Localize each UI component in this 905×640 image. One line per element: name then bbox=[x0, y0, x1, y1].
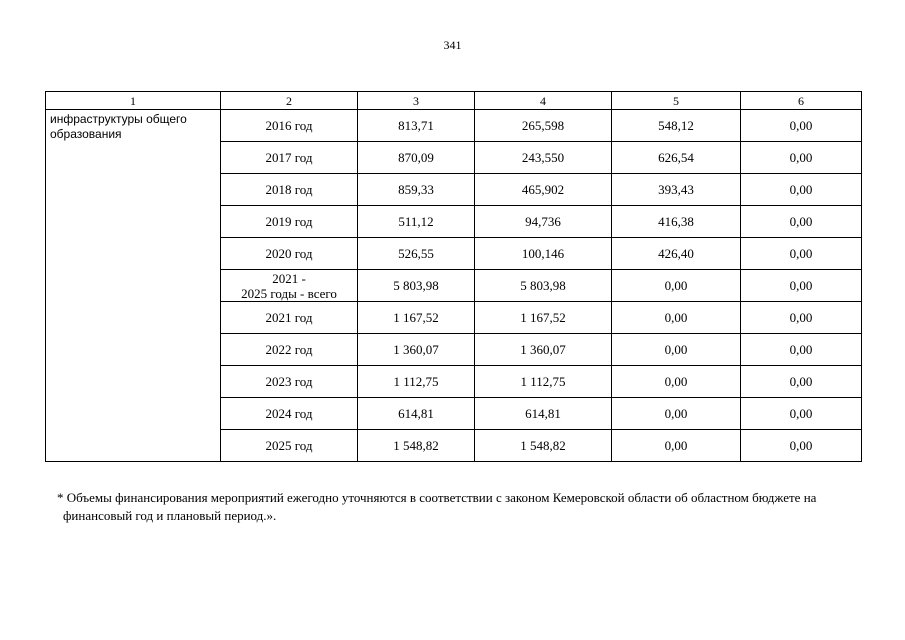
value-cell: 0,00 bbox=[741, 366, 862, 398]
value-cell: 265,598 bbox=[475, 110, 612, 142]
value-cell: 614,81 bbox=[358, 398, 475, 430]
period-cell: 2023 год bbox=[221, 366, 358, 398]
value-cell: 5 803,98 bbox=[475, 270, 612, 302]
value-cell: 243,550 bbox=[475, 142, 612, 174]
value-cell: 5 803,98 bbox=[358, 270, 475, 302]
column-header: 1 bbox=[46, 92, 221, 110]
value-cell: 0,00 bbox=[741, 302, 862, 334]
value-cell: 1 360,07 bbox=[475, 334, 612, 366]
period-cell: 2018 год bbox=[221, 174, 358, 206]
value-cell: 0,00 bbox=[612, 270, 741, 302]
value-cell: 416,38 bbox=[612, 206, 741, 238]
column-header: 4 bbox=[475, 92, 612, 110]
page-number: 341 bbox=[443, 38, 462, 52]
value-cell: 465,902 bbox=[475, 174, 612, 206]
table-row bbox=[46, 110, 862, 142]
column-header: 5 bbox=[612, 92, 741, 110]
value-cell: 526,55 bbox=[358, 238, 475, 270]
column-header: 3 bbox=[358, 92, 475, 110]
value-cell: 0,00 bbox=[741, 142, 862, 174]
value-cell: 614,81 bbox=[475, 398, 612, 430]
column-header: 2 bbox=[221, 92, 358, 110]
period-cell: 2025 год bbox=[221, 430, 358, 462]
column-header: 6 bbox=[741, 92, 862, 110]
period-cell: 2021 год bbox=[221, 302, 358, 334]
period-cell: 2022 год bbox=[221, 334, 358, 366]
value-cell: 0,00 bbox=[741, 238, 862, 270]
period-cell: 2017 год bbox=[221, 142, 358, 174]
value-cell: 1 112,75 bbox=[358, 366, 475, 398]
value-cell: 1 548,82 bbox=[475, 430, 612, 462]
value-cell: 0,00 bbox=[741, 334, 862, 366]
value-cell: 1 112,75 bbox=[475, 366, 612, 398]
value-cell: 100,146 bbox=[475, 238, 612, 270]
value-cell: 0,00 bbox=[612, 430, 741, 462]
value-cell: 0,00 bbox=[612, 302, 741, 334]
value-cell: 0,00 bbox=[612, 366, 741, 398]
value-cell: 1 360,07 bbox=[358, 334, 475, 366]
value-cell: 393,43 bbox=[612, 174, 741, 206]
period-cell: 2019 год bbox=[221, 206, 358, 238]
description-cell: инфраструктуры общего образования bbox=[46, 110, 221, 462]
period-cell: 2021 - 2025 годы - всего bbox=[221, 270, 358, 302]
value-cell: 0,00 bbox=[741, 398, 862, 430]
value-cell: 1 548,82 bbox=[358, 430, 475, 462]
value-cell: 1 167,52 bbox=[358, 302, 475, 334]
footnote: * Объемы финансирования мероприятий ежегодно уточняются в соответствии с законом Кемеровской области об областном бюджете на финансовый год и плановый период.». bbox=[57, 490, 817, 523]
value-cell: 511,12 bbox=[358, 206, 475, 238]
value-cell: 859,33 bbox=[358, 174, 475, 206]
financing-table bbox=[45, 91, 862, 462]
period-cell: 2024 год bbox=[221, 398, 358, 430]
value-cell: 626,54 bbox=[612, 142, 741, 174]
value-cell: 0,00 bbox=[741, 174, 862, 206]
period-cell: 2016 год bbox=[221, 110, 358, 142]
value-cell: 0,00 bbox=[741, 430, 862, 462]
value-cell: 0,00 bbox=[741, 206, 862, 238]
value-cell: 813,71 bbox=[358, 110, 475, 142]
header-row bbox=[46, 92, 862, 110]
value-cell: 0,00 bbox=[741, 110, 862, 142]
value-cell: 548,12 bbox=[612, 110, 741, 142]
value-cell: 0,00 bbox=[741, 270, 862, 302]
value-cell: 426,40 bbox=[612, 238, 741, 270]
value-cell: 0,00 bbox=[612, 398, 741, 430]
value-cell: 94,736 bbox=[475, 206, 612, 238]
period-cell: 2020 год bbox=[221, 238, 358, 270]
value-cell: 870,09 bbox=[358, 142, 475, 174]
value-cell: 0,00 bbox=[612, 334, 741, 366]
value-cell: 1 167,52 bbox=[475, 302, 612, 334]
